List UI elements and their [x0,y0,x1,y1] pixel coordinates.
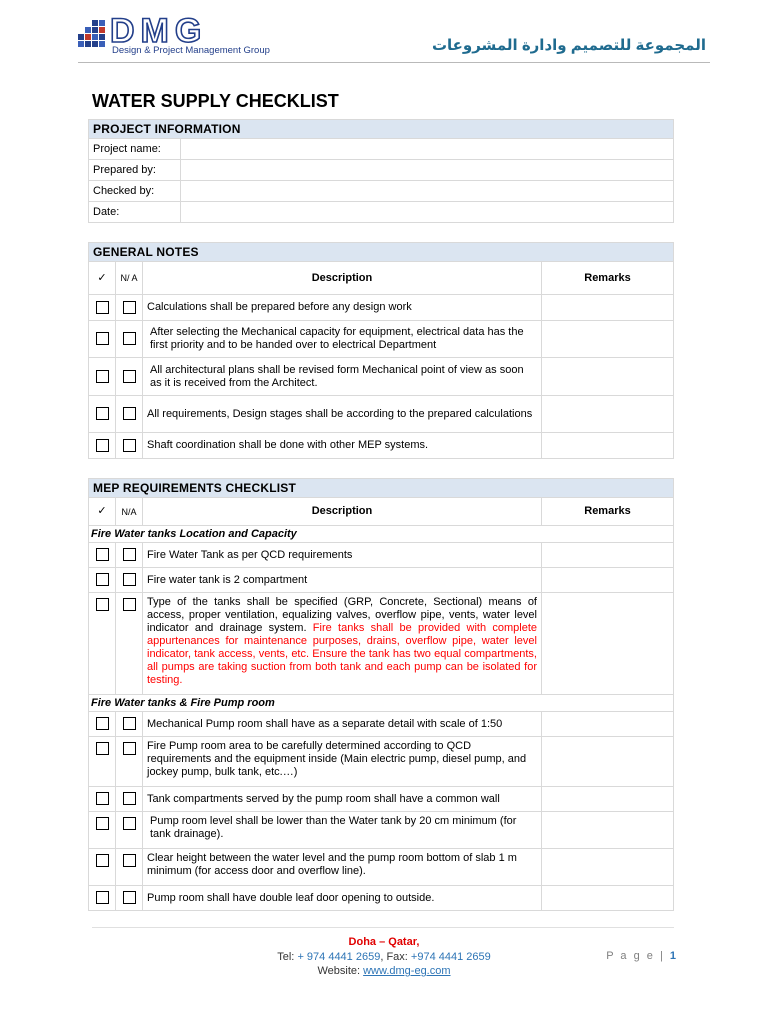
na-checkbox[interactable] [123,407,136,420]
logo-subtitle: Design & Project Management Group [112,45,270,56]
page-number-value: 1 [669,950,676,962]
mep-requirements-table [88,478,674,911]
tel-number: + 974 4441 2659 [297,951,381,963]
na-column-header: N/A [116,498,143,526]
requirement-description: Mechanical Pump room shall have as a separate detail with scale of 1:50 [143,712,542,737]
description-column-header: Description [143,262,542,295]
table-row [89,321,674,358]
requirement-description: Clear height between the water level and the pump room bottom of slab 1 m minimum (for access door and overflow line). [143,849,542,886]
done-checkbox[interactable] [96,301,109,314]
tel-label: Tel: [277,951,295,963]
requirement-description [143,593,542,695]
remarks-cell[interactable] [542,737,674,787]
remarks-cell[interactable] [542,712,674,737]
na-checkbox[interactable] [123,301,136,314]
project-information-table [88,119,674,223]
na-checkbox[interactable] [123,370,136,383]
page-header [78,12,710,64]
table-row [89,849,674,886]
logo-letters: DMG [110,12,208,50]
footer-website [0,964,768,978]
table-row [89,787,674,812]
general-notes-table [88,242,674,459]
mep-requirements-heading: MEP REQUIREMENTS CHECKLIST [89,479,674,498]
done-checkbox[interactable] [96,439,109,452]
page-label: P a g e | [606,950,665,962]
done-checkbox[interactable] [96,742,109,755]
remarks-cell[interactable] [542,849,674,886]
remarks-cell[interactable] [542,396,674,433]
done-checkbox[interactable] [96,370,109,383]
table-row [89,568,674,593]
note-description: After selecting the Mechanical capacity for equipment, electrical data has the first priority and to be handed over to electrical Department [143,321,542,358]
table-row [89,396,674,433]
table-row [89,886,674,911]
dmg-logo [78,12,278,58]
na-checkbox[interactable] [123,792,136,805]
project-name-label: Project name: [89,139,181,160]
done-checkbox[interactable] [96,854,109,867]
arabic-company-name: المجموعة للتصميم وادارة المشروعات [431,37,706,54]
footer-city: Doha – Qatar, [348,936,420,948]
remarks-cell[interactable] [542,812,674,849]
table-row [89,433,674,459]
description-column-header: Description [143,498,542,526]
remarks-cell[interactable] [542,568,674,593]
done-checkbox[interactable] [96,332,109,345]
date-label: Date: [89,202,181,223]
remarks-cell[interactable] [542,321,674,358]
na-checkbox[interactable] [123,742,136,755]
page-number [606,950,676,962]
na-checkbox[interactable] [123,598,136,611]
prepared-by-label: Prepared by: [89,160,181,181]
table-row [89,593,674,695]
requirement-description: Pump room shall have double leaf door opening to outside. [143,886,542,911]
na-checkbox[interactable] [123,573,136,586]
document-title: WATER SUPPLY CHECKLIST [92,91,339,111]
remarks-cell[interactable] [542,886,674,911]
na-checkbox[interactable] [123,891,136,904]
done-checkbox[interactable] [96,891,109,904]
remarks-column-header: Remarks [542,262,674,295]
date-field[interactable] [181,202,674,223]
na-checkbox[interactable] [123,854,136,867]
checked-by-label: Checked by: [89,181,181,202]
remarks-cell[interactable] [542,787,674,812]
table-row [89,543,674,568]
remarks-cell[interactable] [542,358,674,396]
done-checkbox[interactable] [96,817,109,830]
checked-by-field[interactable] [181,181,674,202]
tank-appurtenances-note: Fire tanks shall be provided with complete appurtenances for maintenance purposes, drains, overflow pipe, water level indicator, tank access, vents, etc. Ensure the tank has two equal compartments, all pumps are taking suction from both tank and each pump can be isolated for testing. [147,622,537,686]
table-row [89,712,674,737]
requirement-description: Fire Pump room area to be carefully determined according to QCD requirements and the equipment inside (Main electric pump, diesel pump, and jockey pump, bulk tank, etc.…) [143,737,542,787]
table-row [89,295,674,321]
tank-type-text: Type of the tanks shall be specified (GRP, Concrete, Sectional) means of access, proper ventilation, equalizing valves, overflow pipe, vents, water level indicator and drainage system. [147,596,537,634]
fax-number: +974 4441 2659 [410,951,491,963]
note-description: All architectural plans shall be revised form Mechanical point of view as soon as it is received from the Architect. [143,358,542,396]
website-label: Website: [317,965,361,977]
footer-divider [92,927,674,928]
fax-label: , Fax: [380,951,408,963]
requirement-description: Fire water tank is 2 compartment [143,568,542,593]
na-checkbox[interactable] [123,548,136,561]
done-checkbox[interactable] [96,407,109,420]
group-title-fire-pump-room: Fire Water tanks & Fire Pump room [89,695,674,712]
done-checkbox[interactable] [96,548,109,561]
done-checkbox[interactable] [96,792,109,805]
prepared-by-field[interactable] [181,160,674,181]
na-checkbox[interactable] [123,439,136,452]
note-description: Shaft coordination shall be done with other MEP systems. [143,433,542,459]
check-column-header: ✓ [89,498,116,526]
remarks-column-header: Remarks [542,498,674,526]
remarks-cell[interactable] [542,543,674,568]
logo-grid-icon [78,20,108,50]
table-row [89,737,674,787]
table-row [89,358,674,396]
requirement-description: Pump room level shall be lower than the Water tank by 20 cm minimum (for tank drainage). [143,812,542,849]
table-row [89,812,674,849]
check-column-header: ✓ [89,262,116,295]
na-checkbox[interactable] [123,817,136,830]
done-checkbox[interactable] [96,598,109,611]
requirement-description: Tank compartments served by the pump room shall have a common wall [143,787,542,812]
na-checkbox[interactable] [123,717,136,730]
done-checkbox[interactable] [96,573,109,586]
note-description: All requirements, Design stages shall be according to the prepared calculations [143,396,542,433]
remarks-cell[interactable] [542,433,674,459]
group-title-fire-tanks-location: Fire Water tanks Location and Capacity [89,526,674,543]
project-information-heading: PROJECT INFORMATION [89,120,674,139]
website-link[interactable]: www.dmg-eg.com [363,965,451,977]
header-divider [78,62,710,63]
remarks-cell[interactable] [542,593,674,695]
remarks-cell[interactable] [542,295,674,321]
done-checkbox[interactable] [96,717,109,730]
na-checkbox[interactable] [123,332,136,345]
project-name-field[interactable] [181,139,674,160]
note-description: Calculations shall be prepared before any design work [143,295,542,321]
general-notes-heading: GENERAL NOTES [89,243,674,262]
requirement-description: Fire Water Tank as per QCD requirements [143,543,542,568]
na-column-header: N/ A [116,262,143,295]
